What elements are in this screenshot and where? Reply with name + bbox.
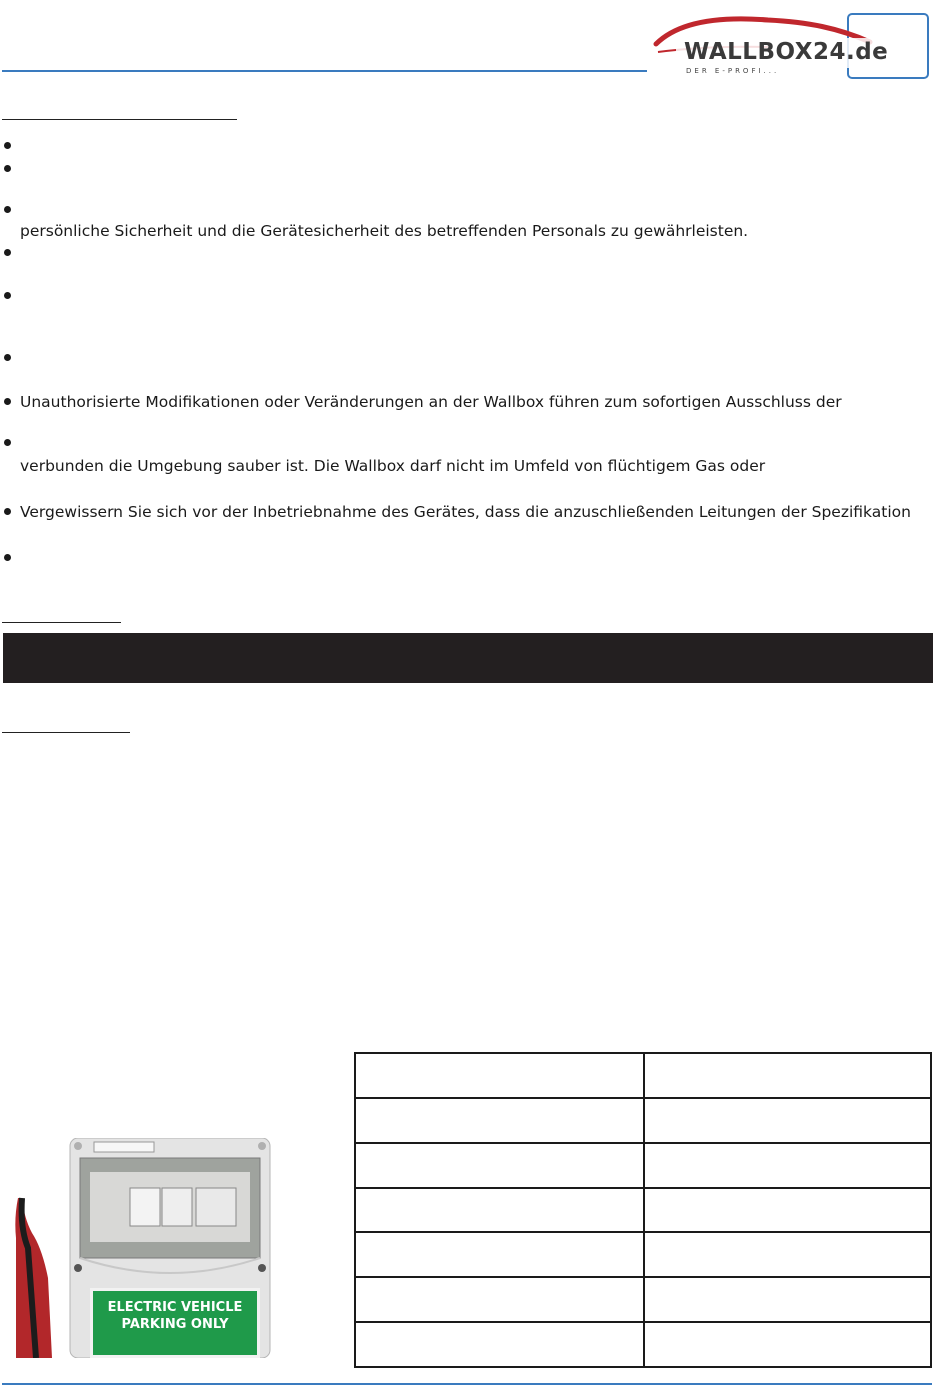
section-heading-underline-2 <box>2 622 121 623</box>
section-heading-underline-1 <box>2 119 237 120</box>
spec-table <box>354 1052 932 1368</box>
bullet-icon <box>4 398 11 405</box>
bullet-icon <box>4 165 11 172</box>
sign-line-2: PARKING ONLY <box>121 1317 229 1332</box>
table-cell <box>355 1053 644 1098</box>
sign-line-1: ELECTRIC VEHICLE <box>107 1300 243 1315</box>
table-row <box>355 1143 931 1188</box>
table-cell <box>644 1277 931 1322</box>
table-cell <box>644 1188 931 1233</box>
list-item-text: Unauthorisierte Modifikationen oder Veränderungen an der Wallbox führen zum sofortigen Ausschluss der <box>20 393 842 411</box>
section-heading-underline-3 <box>2 732 130 733</box>
table-row <box>355 1232 931 1277</box>
logo-tagline: DER E-PROFI... <box>686 67 780 75</box>
table-row <box>355 1322 931 1367</box>
bullet-icon <box>4 439 11 446</box>
list-item-text: persönliche Sicherheit und die Gerätesicherheit des betreffenden Personals zu gewährleisten. <box>20 222 749 240</box>
list-item-text: Vergewissern Sie sich vor der Inbetriebnahme des Gerätes, dass die anzuschließenden Leitungen der Spezifikation <box>20 503 911 521</box>
header-rule <box>2 70 647 72</box>
table-cell <box>355 1143 644 1188</box>
table-row <box>355 1053 931 1098</box>
table-row <box>355 1277 931 1322</box>
bullet-icon <box>4 508 11 515</box>
bullet-icon <box>4 142 11 149</box>
bullet-icon <box>4 292 11 299</box>
product-photo <box>12 1138 274 1358</box>
table-cell <box>355 1277 644 1322</box>
bullet-icon <box>4 206 11 213</box>
bullet-icon <box>4 354 11 361</box>
table-cell <box>644 1098 931 1143</box>
table-cell <box>355 1322 644 1367</box>
wallbox24-logo <box>648 12 932 86</box>
logo-wordmark: WALLBOX24.de <box>684 39 889 65</box>
table-cell <box>355 1232 644 1277</box>
ev-parking-sign <box>90 1288 260 1358</box>
bullet-icon <box>4 554 11 561</box>
table-cell <box>355 1098 644 1143</box>
bullet-icon <box>4 249 11 256</box>
table-row <box>355 1188 931 1233</box>
footer-rule <box>2 1383 932 1385</box>
table-cell <box>644 1053 931 1098</box>
table-cell <box>355 1188 644 1233</box>
list-item-text: verbunden die Umgebung sauber ist. Die Wallbox darf nicht im Umfeld von flüchtigem Gas oder <box>20 457 766 475</box>
table-cell <box>644 1143 931 1188</box>
black-banner <box>3 633 933 683</box>
table-cell <box>644 1232 931 1277</box>
table-cell <box>644 1322 931 1367</box>
table-row <box>355 1098 931 1143</box>
